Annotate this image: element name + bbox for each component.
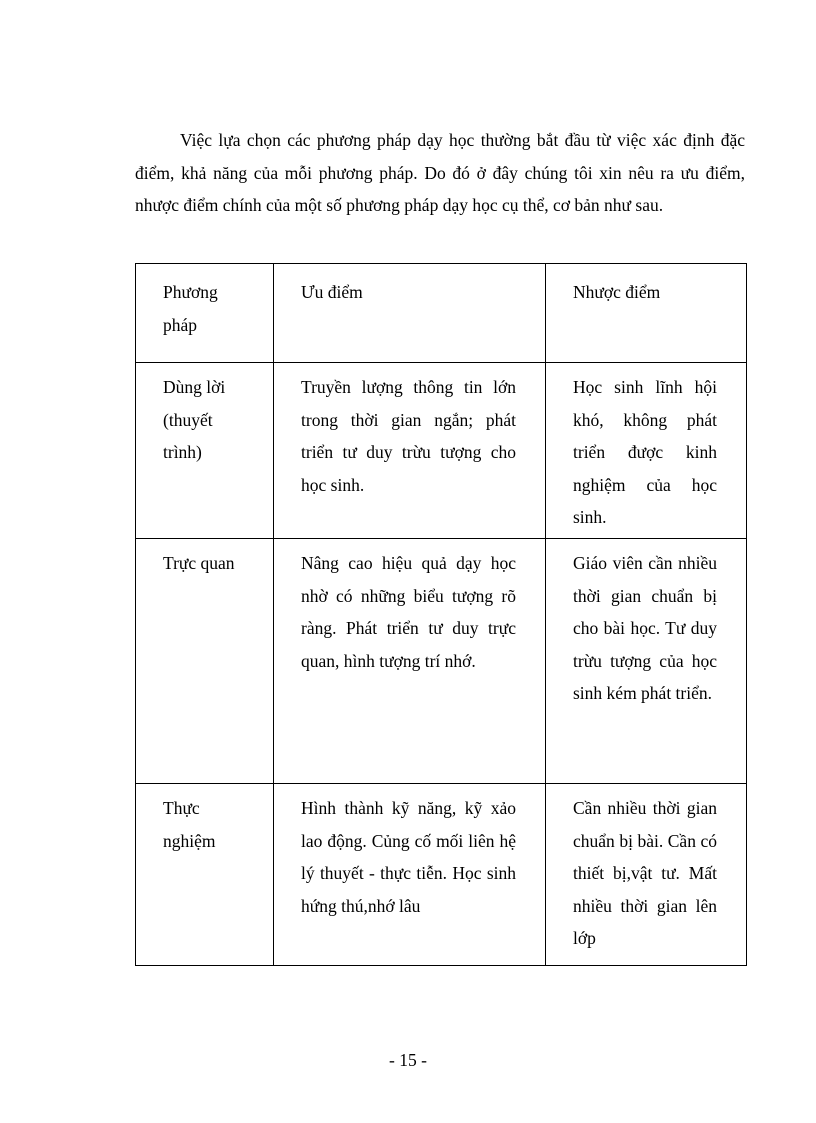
- advantages-cell: Hình thành kỹ năng, kỹ xảo lao động. Củng cố mối liên hệ lý thuyết - thực tiễn. Học sinh hứng thú,nhớ lâu: [274, 784, 546, 966]
- teaching-methods-table: [135, 263, 747, 966]
- table-row: [136, 363, 747, 539]
- header-advantages: Ưu điểm: [274, 264, 546, 363]
- table-header-row: [136, 264, 747, 363]
- advantages-cell: Nâng cao hiệu quả dạy học nhờ có những biểu tượng rõ ràng. Phát triển tư duy trực quan, hình tượng trí nhớ.: [274, 539, 546, 784]
- intro-paragraph: [135, 124, 745, 222]
- intro-text: Việc lựa chọn các phương pháp dạy học thường bắt đầu từ việc xác định đặc điểm, khả năng của mỗi phương pháp. Do đó ở đây chúng tôi xin nêu ra ưu điểm, nhược điểm chính của một số phương pháp dạy học cụ thể, cơ bản như sau.: [135, 130, 745, 215]
- disadvantages-cell: Cần nhiều thời gian chuẩn bị bài. Cần có thiết bị,vật tư. Mất nhiều thời gian lên lớp: [546, 784, 747, 966]
- method-cell: Dùng lời (thuyết trình): [136, 363, 274, 539]
- method-cell: Thực nghiệm: [136, 784, 274, 966]
- method-cell: Trực quan: [136, 539, 274, 784]
- header-disadvantages: Nhược điểm: [546, 264, 747, 363]
- table-row: [136, 539, 747, 784]
- table-row: [136, 784, 747, 966]
- page-number: - 15 -: [389, 1050, 427, 1070]
- disadvantages-cell: Giáo viên cần nhiều thời gian chuẩn bị cho bài học. Tư duy trừu tượng của học sinh kém phát triển.: [546, 539, 747, 784]
- disadvantages-cell: Học sinh lĩnh hội khó, không phát triển được kinh nghiệm của học sinh.: [546, 363, 747, 539]
- advantages-cell: Truyền lượng thông tin lớn trong thời gian ngắn; phát triển tư duy trừu tượng cho học sinh.: [274, 363, 546, 539]
- header-method: Phương pháp: [136, 264, 274, 363]
